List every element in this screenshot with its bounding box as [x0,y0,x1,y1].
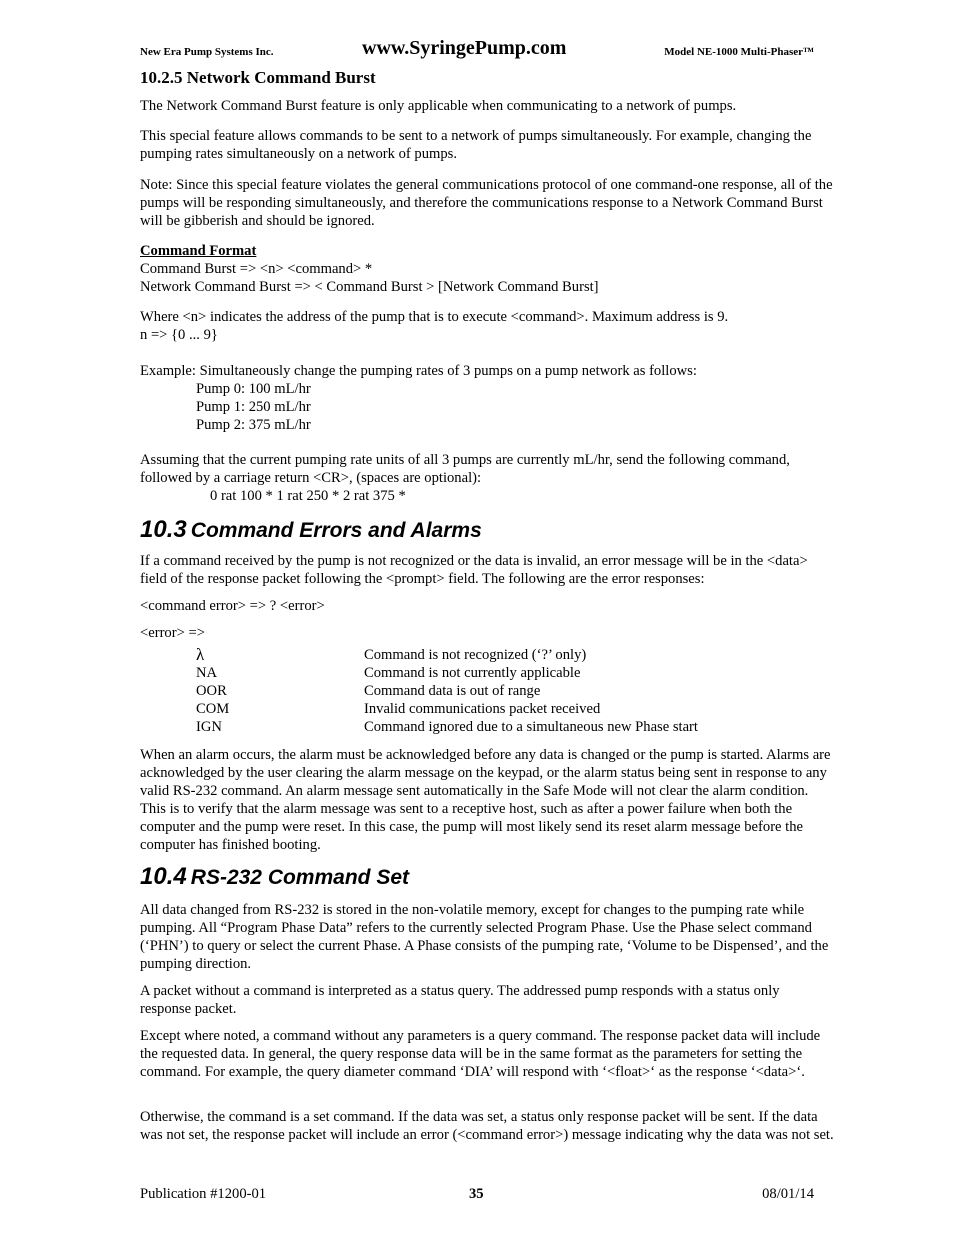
error-table-wrap [140,646,834,736]
paragraph-text: All data changed from RS-232 is stored in the non-volatile memory, except for changes to the pumping rate while pumping. All “Program Phase Data” refers to the currently selected Program Phase. Use the Phase select command (‘PHN’) to query or select the current Phase. A Phase consists of the pumping rate, ‘Volume to be Dispensed’, and the pumping direction. [140,902,829,972]
table-row [196,718,698,736]
command-example: 0 rat 100 * 1 rat 250 * 2 rat 375 * [210,488,406,504]
publication-number: Publication #1200-01 [140,1186,267,1202]
where-line: Where <n> indicates the address of the pump that is to execute <command>. Maximum address is 9. [140,309,729,325]
pump-rate-line: Pump 0: 100 mL/hr [196,381,311,397]
paragraph-text: This special feature allows commands to be sent to a network of pumps simultaneously. For example, changing the pumping rates simultaneously on a network of pumps. [140,128,812,162]
table-row [196,664,698,682]
paragraph [140,1108,834,1144]
error-desc: Command is not currently applicable [364,665,581,681]
error-desc: Command data is out of range [364,683,541,699]
note-paragraph [140,176,834,230]
command-format [140,242,834,296]
section-number: 10.4 [140,863,187,890]
paragraph [140,901,834,973]
paragraph [140,552,834,588]
company-name: New Era Pump Systems Inc. [140,46,274,58]
assumption-block [140,451,834,505]
error-code: COM [196,701,230,717]
format-line: Network Command Burst => < Command Burst > [Network Command Burst] [140,279,599,295]
paragraph-text: Note: Since this special feature violates the general communications protocol of one command-one response, all of the pumps will be responding simultaneously, and therefore the communications response to a Network Command Burst will be gibberish and should be ignored. [140,177,833,229]
page-number: 35 [469,1186,484,1202]
section-title: Command Errors and Alarms [190,519,482,542]
section-title: RS-232 Command Set [190,866,410,889]
paragraph [140,127,834,163]
address-description [140,308,834,344]
section-10-3-heading [140,516,834,547]
command-error-def [140,597,834,615]
website-link[interactable]: www.SyringePump.com [362,37,567,59]
error-code: IGN [196,719,222,735]
format-line: Command Burst => <n> <command> * [140,261,373,277]
error-def-line: <error> => [140,625,205,641]
publication-date: 08/01/14 [762,1186,814,1202]
example-block [140,362,834,434]
page-footer [140,1186,814,1204]
section-10-2-5-heading [140,69,834,87]
error-desc: Invalid communications packet received [364,701,601,717]
paragraph [140,1027,834,1081]
error-def [140,624,834,642]
command-error-line: <command error> => ? <error> [140,598,325,614]
example-intro: Example: Simultaneously change the pumping rates of 3 pumps on a pump network as follows: [140,363,697,379]
paragraph-text: When an alarm occurs, the alarm must be acknowledged before any data is changed or the pump is started. Alarms are acknowledged by the user clearing the alarm message on the keypad, or the alarm status being sent in response to any valid RS-232 command. An alarm message sent automatically in the Safe Mode will not clear the alarm condition. This is to verify that the alarm message was sent to a receptive host, such as after a power failure when both the computer and the pump were reset. In this case, the pump will most likely send its reset alarm message before the computer has finished booting. [140,747,831,853]
paragraph-text: A packet without a command is interpreted as a status query. The addressed pump responds with a status only response packet. [140,983,780,1017]
pump-rate-line: Pump 2: 375 mL/hr [196,417,311,433]
error-desc: Command ignored due to a simultaneous new Phase start [364,719,698,735]
paragraph-text: Otherwise, the command is a set command. If the data was set, a status only response packet will be sent. If the data was not set, the response packet will include an error (<command error>) message indicating why the data was not set. [140,1109,834,1143]
section-number: 10.3 [140,516,187,543]
error-code: λ [196,645,205,664]
model-name: Model NE-1000 Multi-Phaser™ [664,46,814,58]
command-format-title: Command Format [140,243,257,259]
assume-text: Assuming that the current pumping rate units of all 3 pumps are currently mL/hr, send the following command, followed by a carriage return <CR>, (spaces are optional): [140,452,790,486]
section-heading: 10.2.5 Network Command Burst [140,68,376,87]
section-10-4-heading [140,863,834,894]
table-row [196,646,698,664]
alarm-paragraph [140,746,834,854]
paragraph [140,982,834,1018]
paragraph [140,97,834,115]
page-header [140,36,814,60]
paragraph-text: Except where noted, a command without any parameters is a query command. The response packet data will include the requested data. In general, the query response data will be in the same format as the parameters for setting the command. For example, the query diameter command ‘DIA’ will respond with ‘<float>‘ as the response ‘<data>‘. [140,1028,821,1080]
paragraph-text: The Network Command Burst feature is only applicable when communicating to a network of pumps. [140,98,737,114]
range-line: n => {0 ... 9} [140,327,218,343]
error-code: NA [196,665,218,681]
pump-rate-line: Pump 1: 250 mL/hr [196,399,311,415]
error-table [196,646,698,736]
error-code: OOR [196,683,227,699]
error-desc: Command is not recognized (‘?’ only) [364,647,587,663]
paragraph-text: If a command received by the pump is not recognized or the data is invalid, an error message will be in the <data> field of the response packet following the <prompt> field. The following are the error responses: [140,553,808,587]
table-row [196,700,698,718]
table-row [196,682,698,700]
